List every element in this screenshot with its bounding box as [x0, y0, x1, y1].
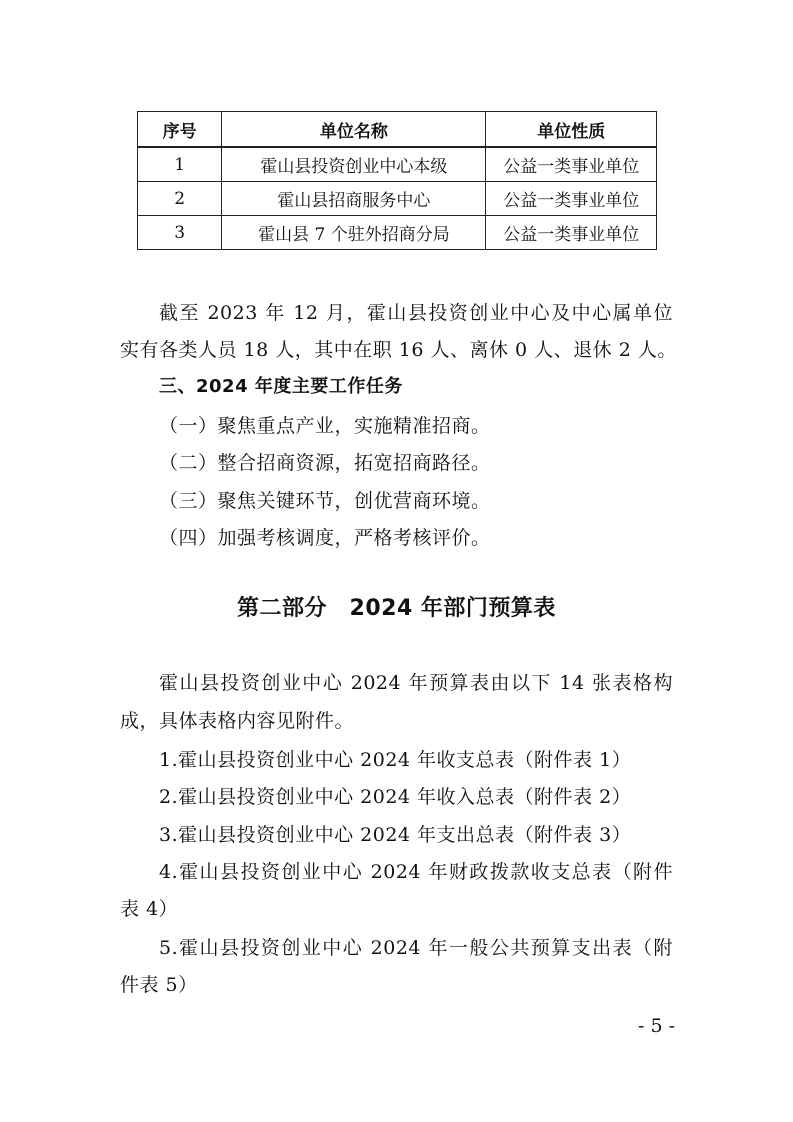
cell-unit-nature: 公益一类事业单位 [486, 216, 657, 250]
list-item-5-line-2: 件表 5） [120, 974, 198, 996]
staff-paragraph-line-2: 实有各类人员 18 人，其中在职 16 人、离休 0 人、退休 2 人。 [120, 339, 677, 361]
list-item-1: 1.霍山县投资创业中心 2024 年收支总表（附件表 1） [159, 749, 632, 771]
intro-paragraph-line-2: 成，具体表格内容见附件。 [120, 710, 355, 732]
section-3-heading: 三、2024 年度主要工作任务 [159, 376, 403, 397]
list-item-4-line-2: 表 4） [120, 898, 179, 920]
task-item-2: （二）整合招商资源，拓宽招商路径。 [159, 452, 491, 474]
cell-unit-name: 霍山县招商服务中心 [222, 182, 486, 216]
header-unit-name: 单位名称 [222, 112, 486, 148]
table-row [138, 147, 657, 182]
cell-index: 2 [138, 182, 222, 216]
table-row [138, 216, 657, 250]
page-number: - 5 - [637, 1015, 675, 1037]
part-2-heading: 第二部分 2024 年部门预算表 [237, 596, 556, 621]
units-table [137, 111, 657, 250]
task-item-3: （三）聚焦关键环节，创优营商环境。 [159, 490, 491, 512]
intro-paragraph-line-1: 霍山县投资创业中心 2024 年预算表由以下 14 张表格构 [159, 672, 673, 694]
cell-index: 1 [138, 147, 222, 182]
cell-unit-name: 霍山县 7 个驻外招商分局 [222, 216, 486, 250]
task-item-1: （一）聚焦重点产业，实施精准招商。 [159, 415, 491, 437]
list-item-2: 2.霍山县投资创业中心 2024 年收入总表（附件表 2） [159, 786, 632, 808]
header-index: 序号 [138, 112, 222, 148]
table-row [138, 182, 657, 216]
header-unit-nature: 单位性质 [486, 112, 657, 148]
cell-unit-nature: 公益一类事业单位 [486, 147, 657, 182]
cell-unit-name: 霍山县投资创业中心本级 [222, 147, 486, 182]
cell-unit-nature: 公益一类事业单位 [486, 182, 657, 216]
table-header-row [138, 112, 657, 148]
cell-index: 3 [138, 216, 222, 250]
list-item-5-line-1: 5.霍山县投资创业中心 2024 年一般公共预算支出表（附 [159, 937, 673, 959]
list-item-4-line-1: 4.霍山县投资创业中心 2024 年财政拨款收支总表（附件 [159, 861, 673, 883]
staff-paragraph-line-1: 截至 2023 年 12 月，霍山县投资创业中心及中心属单位 [159, 302, 673, 324]
list-item-3: 3.霍山县投资创业中心 2024 年支出总表（附件表 3） [159, 824, 632, 846]
task-item-4: （四）加强考核调度，严格考核评价。 [159, 527, 491, 549]
